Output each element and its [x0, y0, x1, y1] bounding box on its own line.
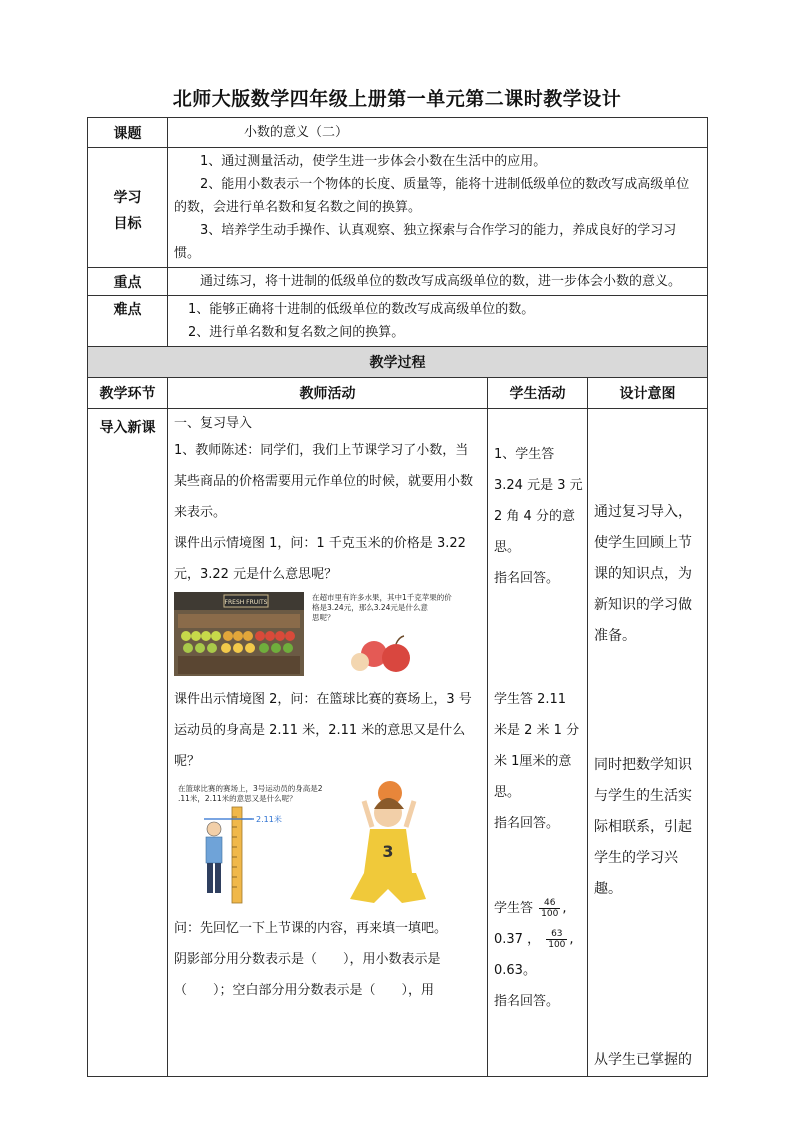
- svg-text:在超市里有许多水果，其中1千克苹果的价格是3.24元，那么3: [312, 592, 452, 622]
- jersey-number: 3: [382, 842, 394, 861]
- lesson-plan-table: [87, 117, 708, 1077]
- teacher-p6: 阴影部分用分数表示是（ ），用小数表示是（ ）；空白部分用分数表示是（ ），用: [174, 952, 441, 998]
- header-student: 学生活动: [488, 378, 588, 409]
- header-design: 设计意图: [588, 378, 708, 409]
- student-activity: [488, 409, 588, 1077]
- basketball-caption: [178, 783, 323, 804]
- supermarket-caption-line: 格是3.24元，那么3.24元是什么意: [312, 603, 428, 612]
- fruit-sign-text: FRESH FRUITS: [224, 599, 268, 606]
- objectives-label-line2: 目标: [113, 215, 142, 232]
- basketball-illustration: [174, 779, 456, 911]
- fraction-denominator: 100: [548, 940, 566, 950]
- stage-label: 导入新课: [88, 409, 168, 1077]
- fraction-numerator: 46: [539, 898, 560, 909]
- document-title: 北师大版数学四年级上册第一单元第二课时教学设计: [172, 88, 622, 110]
- student-answer-1: 1、学生答 3.24 元是 3 元 2 角 4 分的意思。: [494, 447, 583, 555]
- design-text-3: 从学生已掌握的: [594, 1052, 692, 1068]
- basketball-image: [174, 779, 456, 911]
- topic-row: [88, 118, 708, 148]
- fraction-63-100: [546, 929, 567, 950]
- difficulty-item: 2、进行单名数和复名数之间的换算。: [188, 325, 405, 340]
- objectives-row: [88, 148, 708, 268]
- student-answer-3: 学生答 $\frac{46}{100}$ ,: [494, 898, 567, 919]
- teacher-p1: 一、复习导入: [174, 416, 253, 431]
- basketball-caption-line: 在篮球比赛的赛场上，3号运动员的身高是2: [178, 784, 323, 793]
- header-stage: 教学环节: [88, 378, 168, 409]
- process-header-row: [88, 378, 708, 409]
- student-note-1: 指名回答。: [494, 571, 560, 586]
- process-section-title: 教学过程: [88, 347, 708, 378]
- student-answer-3-end: 0.63。: [494, 963, 536, 978]
- design-intent: [588, 409, 708, 1077]
- key-point-label: 重点: [88, 268, 168, 296]
- student-spacer: [494, 839, 583, 893]
- fraction-46-100: [539, 898, 560, 919]
- supermarket-image: [174, 592, 456, 682]
- height-mark: 2.11米: [256, 815, 282, 824]
- objective-item: 3、培养学生动手操作、认真观察、独立探索与合作学习的能力，养成良好的学习习惯。: [174, 223, 677, 261]
- design-spacer: [594, 652, 703, 750]
- header-teacher: 教师活动: [168, 378, 488, 409]
- difficulty-content: [168, 296, 708, 347]
- fraction-numerator: 63: [546, 929, 567, 940]
- design-text-2: 同时把数学知识与学生的生活实际相联系，引起学生的学习兴趣。: [594, 757, 692, 897]
- student-answer-3-mid: 0.37 ， $\frac{63}{100}$ ,: [494, 929, 574, 950]
- difficulty-row: [88, 296, 708, 347]
- design-spacer: [594, 905, 703, 1045]
- process-title-row: [88, 347, 708, 378]
- supermarket-caption-line: 思呢？: [312, 613, 335, 622]
- teacher-activity: [168, 409, 488, 1077]
- objectives-label: [88, 148, 168, 268]
- teacher-p3: 课件出示情境图 1，问：1 千克玉米的价格是 3.22 元，3.22 元是什么意思呢？: [174, 536, 466, 582]
- teacher-p2: 1、教师陈述：同学们，我们上节课学习了小数，当某些商品的价格需要用元作单位的时候，就要用小数来表示。: [174, 443, 474, 520]
- student-answer-2: 学生答 2.11 米是 2 米 1 分米 1厘米的意思。: [494, 692, 580, 800]
- topic-value: 小数的意义（二）: [168, 118, 708, 148]
- objective-item: 2、能用小数表示一个物体的长度、质量等，能将十进制低级单位的数改写成高级单位的数，会进行单名数和复名数之间的换算。: [174, 177, 690, 215]
- student-spacer: [494, 594, 583, 684]
- objectives-content: [168, 148, 708, 268]
- key-point-text: 通过练习，将十进制的低级单位的数改写成高级单位的数，进一步体会小数的意义。: [168, 268, 708, 296]
- objectives-label-line1: 学习: [113, 189, 142, 206]
- basketball-caption-line: .11米，2.11米的意思又是什么呢？: [178, 794, 297, 803]
- objective-item: 1、通过测量活动，使学生进一步体会小数在生活中的应用。: [200, 154, 547, 169]
- design-text-1: 通过复习导入，使学生回顾上节课的知识点，为新知识的学习做准备。: [594, 504, 692, 644]
- process-row: [88, 409, 708, 1077]
- student-note-2: 指名回答。: [494, 816, 560, 831]
- student-answer-3-mid-text: 0.37 ，: [494, 932, 541, 947]
- topic-label: 课题: [88, 118, 168, 148]
- fraction-denominator: 100: [541, 909, 559, 919]
- key-point-row: [88, 268, 708, 296]
- difficulty-item: 1、能够正确将十进制的低级单位的数改写成高级单位的数。: [188, 302, 535, 317]
- student-answer-3-prefix: 学生答: [494, 901, 534, 916]
- student-note-3: 指名回答。: [494, 994, 560, 1009]
- supermarket-illustration: [174, 592, 456, 682]
- teacher-p5: 问：先回忆一下上节课的内容，再来填一填吧。: [174, 921, 448, 936]
- supermarket-caption-line: 在超市里有许多水果，其中1千克苹果的价: [312, 593, 452, 602]
- teacher-p4: 课件出示情境图 2，问：在篮球比赛的赛场上，3 号运动员的身高是 2.11 米，2.11 米的意思又是什么呢？: [174, 692, 472, 769]
- difficulty-label: 难点: [88, 296, 168, 347]
